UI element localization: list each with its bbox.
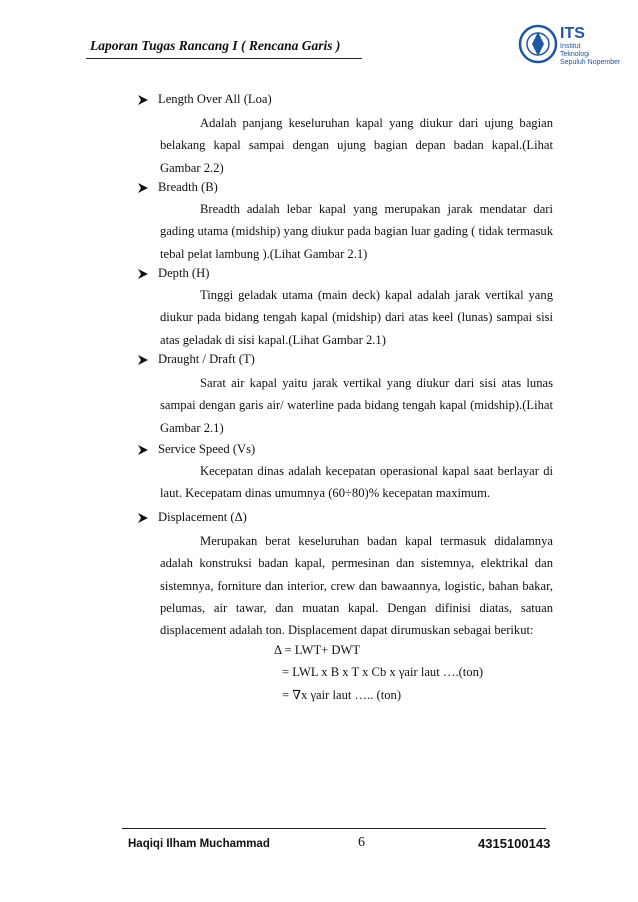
its-logo (514, 12, 620, 68)
item-text: Sarat air kapal yaitu jarak vertikal yang diukur dari sisi atas lunas sampai dengan garis air/ waterline pada bidang tengah kapal (midship).(Lihat Gambar 2.1) (160, 376, 553, 435)
list-item (136, 352, 255, 367)
its-logo-line3: Sepuluh Nopember (560, 59, 620, 66)
arrow-bullet-icon (136, 268, 150, 280)
footer-rule (122, 828, 546, 829)
formula-line-1: Δ = LWT+ DWT (274, 643, 361, 657)
list-item (136, 510, 247, 525)
item-heading: Draught / Draft (T) (158, 352, 255, 366)
header-rule (86, 58, 362, 59)
item-text: Kecepatan dinas adalah kecepatan operasional kapal saat berlayar di laut. Kecepatam dinas umumnya (60÷80)% kecepatan maximum. (160, 464, 553, 501)
item-heading: Service Speed (Vs) (158, 442, 256, 456)
item-text: Tinggi geladak utama (main deck) kapal adalah jarak vertikal yang diukur pada bidang tengah kapal (midship) dari atas keel (lunas) sampai sisi atas geladak di sisi kapal.(Lihat Gambar 2.1) (160, 288, 553, 347)
arrow-bullet-icon (136, 512, 150, 524)
student-id: 4315100143 (478, 836, 551, 851)
list-item (136, 442, 255, 457)
item-heading: Breadth (B) (158, 180, 218, 194)
list-item (136, 180, 218, 195)
formula-line-2: = LWL x B x T x Cb x γair laut ….(ton) (282, 665, 484, 679)
item-heading: Displacement (Δ) (158, 510, 247, 524)
arrow-bullet-icon (136, 354, 150, 366)
item-text: Merupakan berat keseluruhan badan kapal termasuk didalamnya adalah konstruksi badan kapal, permesinan dan sistemnya, elektrikal dan sistemnya, forniture dan interior, crew dan bawaannya, logistic, bahan bakar, pelumas, air tawar, dan muatan kapal. Dengan difinisi diatas, satuan displacement adalah ton. Displacement dapat dirumuskan sebagai berikut: (160, 534, 553, 638)
list-item (136, 266, 209, 281)
formula-line-3: = ∇x γair laut ….. (ton) (282, 688, 402, 702)
item-heading: Length Over All (Loa) (158, 92, 272, 106)
arrow-bullet-icon (136, 182, 150, 194)
its-logo-line1: Institut (560, 43, 581, 50)
list-item (136, 92, 272, 107)
page-number: 6 (358, 835, 365, 850)
header-title: Laporan Tugas Rancang I ( Rencana Garis ) (90, 38, 341, 53)
footer-author: Haqiqi Ilham Muchammad (128, 838, 270, 850)
its-logo-line2: Teknologi (560, 51, 590, 58)
item-text: Adalah panjang keseluruhan kapal yang diukur dari ujung bagian belakang kapal sampai dengan ujung bagian depan badan kapal.(Lihat Gambar 2.2) (160, 116, 553, 175)
item-heading: Depth (H) (158, 266, 210, 280)
its-logo-name: ITS (560, 25, 585, 42)
arrow-bullet-icon (136, 444, 150, 456)
arrow-bullet-icon (136, 94, 150, 106)
item-text: Breadth adalah lebar kapal yang merupakan jarak mendatar dari gading utama (midship) yang diukur pada bagian luar gading ( tidak termasuk tebal pelat lambung ).(Lihat Gambar 2.1) (160, 202, 553, 261)
